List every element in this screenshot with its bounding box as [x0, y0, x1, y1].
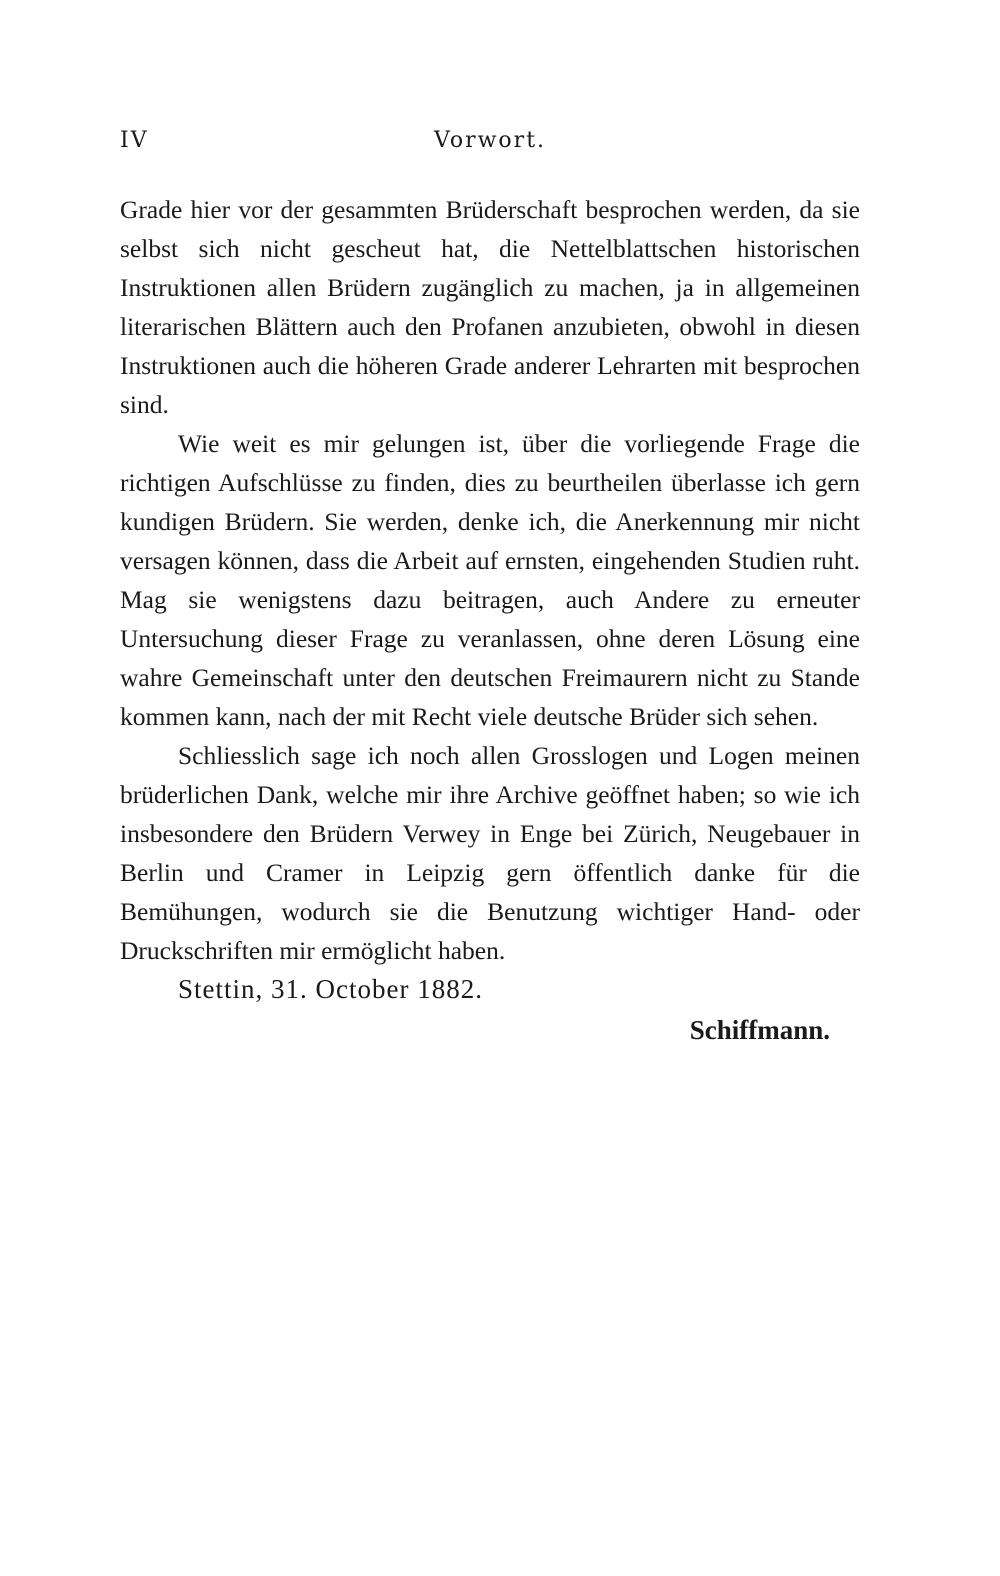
paragraph-continuation: Grade hier vor der gesammten Brüderschaft besprochen werden, da sie selbst sich nicht gescheut hat, die Nettelblattschen historischen Instruktionen allen Brüdern zugänglich zu machen, ja in allgemeinen literarischen Blättern auch den Profanen anzubieten, obwohl in diesen Instruktionen auch die höheren Grade anderer Lehrarten mit besprochen sind.: [120, 195, 860, 419]
running-head: Vorwort.: [433, 128, 547, 153]
page-header: [120, 128, 860, 168]
paragraph-thanks: Schliesslich sage ich noch allen Grosslogen und Logen meinen brüderlichen Dank, welche mir ihre Archive geöffnet haben; so wie ich insbesondere den Brüdern Verwey in Enge bei Zürich, Neugebauer in Berlin und Cramer in Leipzig gern öffentlich danke für die Bemühungen, wodurch sie die Benutzung wichtiger Hand- oder Druckschriften mir ermöglicht haben.: [120, 741, 860, 965]
author-signature: Schiffmann.: [689, 1015, 830, 1045]
dateline: Stettin, 31. October 1882.: [178, 974, 483, 1004]
paragraph-assessment: Wie weit es mir gelungen ist, über die vorliegende Frage die richtigen Aufschlüsse zu finden, dies zu beurtheilen überlasse ich gern kundigen Brüdern. Sie werden, denke ich, die Anerkennung mir nicht versagen können, dass die Arbeit auf ernsten, eingehenden Studien ruht. Mag sie wenigstens dazu beitragen, auch Andere zu erneuter Untersuchung dieser Frage zu veranlassen, ohne deren Lösung eine wahre Gemeinschaft unter den deutschen Freimaurern nicht zu Stande kommen kann, nach der mit Recht viele deutsche Brüder sich sehen.: [120, 429, 860, 731]
page-number: IV: [120, 128, 149, 153]
preface-text: [120, 190, 860, 1050]
